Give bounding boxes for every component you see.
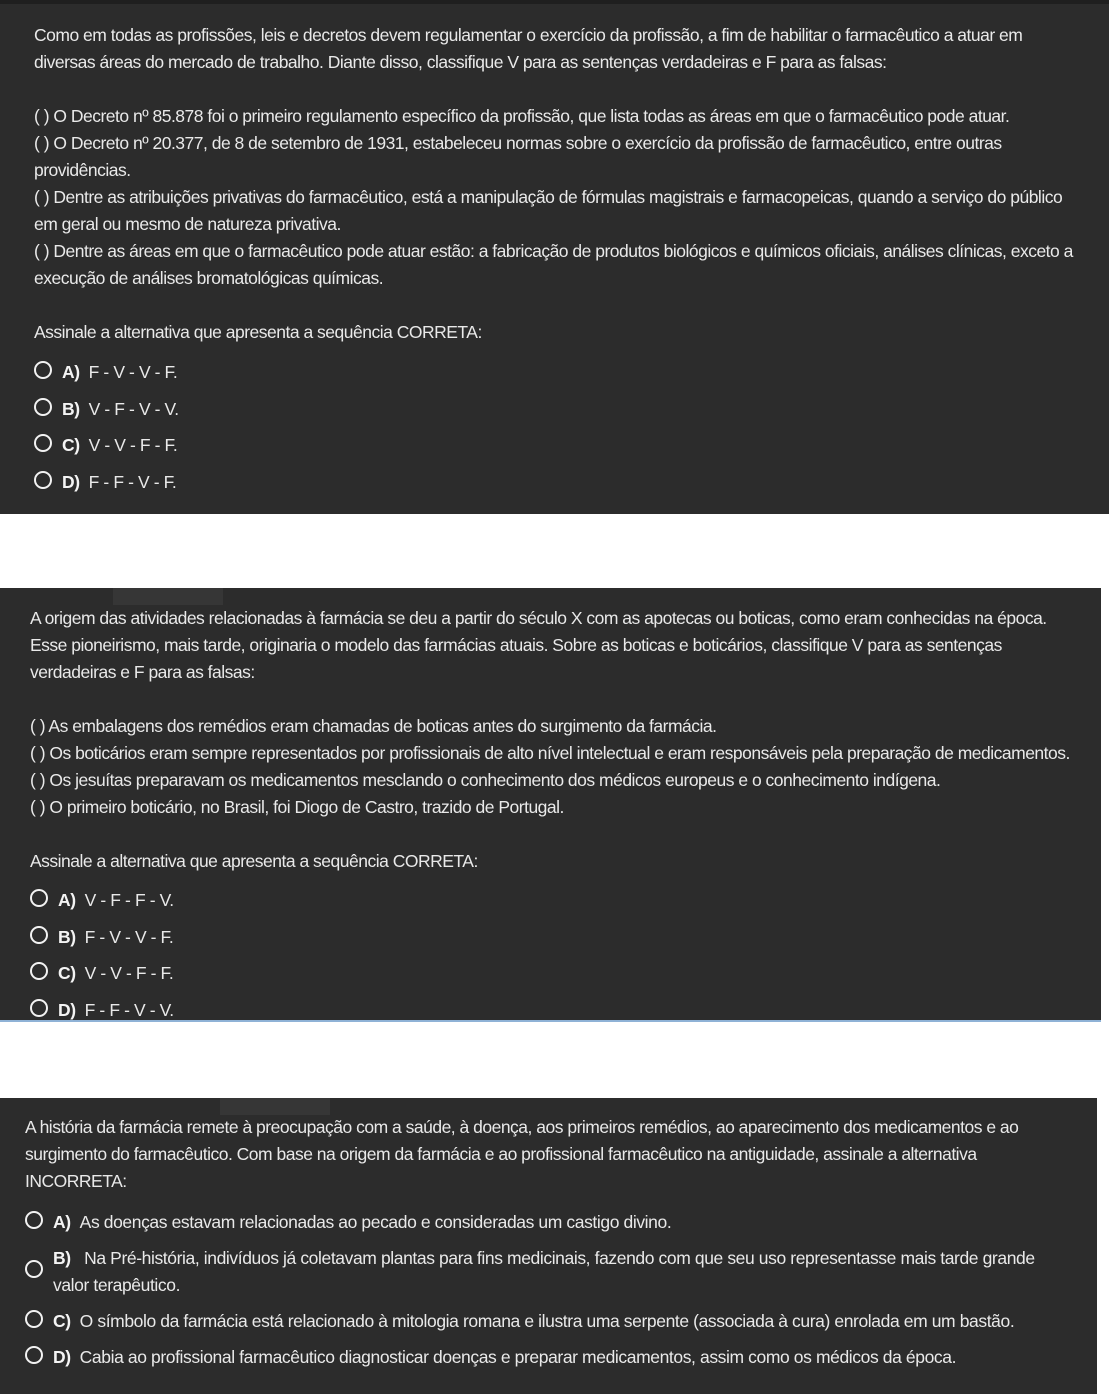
radio-button[interactable] xyxy=(34,361,52,379)
statement-list xyxy=(30,713,1077,821)
option-letter: C) xyxy=(58,963,76,983)
option-b[interactable] xyxy=(34,396,1085,423)
option-c[interactable] xyxy=(30,960,1077,987)
option-a[interactable] xyxy=(30,887,1077,914)
question-panel-3 xyxy=(0,1098,1097,1394)
statement: ( ) Dentre as áreas em que o farmacêutico pode atuar estão: a fabricação de produtos biológicos e químicos oficiais, análises clínicas, exceto a execução de análises bromatológicas químicas. xyxy=(34,241,1073,288)
radio-button[interactable] xyxy=(34,398,52,416)
question-stem: A origem das atividades relacionadas à farmácia se deu a partir do século X com as apotecas ou boticas, como eram conhecidas na época. Esse pioneirismo, mais tarde, originaria o modelo das farmácias atuais. Sobre as boticas e boticários, classifique V para as sentenças verdadeiras e F para as falsas: xyxy=(30,608,1047,682)
answer-options xyxy=(30,887,1077,1022)
option-d[interactable] xyxy=(25,1344,1073,1371)
option-text: V - F - V - V. xyxy=(88,398,179,419)
option-text: Cabia ao profissional farmacêutico diagnosticar doenças e preparar medicamentos, assim como os médicos da época. xyxy=(79,1347,957,1367)
option-letter: C) xyxy=(53,1311,71,1331)
header-shade xyxy=(220,1098,330,1115)
option-text: V - F - F - V. xyxy=(84,890,174,910)
option-text: As doenças estavam relacionadas ao pecado e consideradas um castigo divino. xyxy=(79,1212,672,1232)
answer-options xyxy=(34,359,1085,496)
option-letter: D) xyxy=(58,999,76,1020)
question-stem: A história da farmácia remete à preocupação com a saúde, à doença, aos primeiros remédios, ao aparecimento dos medicamentos e ao surgimento do farmacêutico. Com base na origem da farmácia e ao profissional farmacêutico na antiguidade, assinale a alternativa INCORRETA: xyxy=(25,1117,1019,1191)
option-text: F - F - V - V. xyxy=(84,999,174,1020)
option-b[interactable] xyxy=(25,1245,1073,1299)
radio-button[interactable] xyxy=(30,999,48,1017)
option-body xyxy=(53,1245,1073,1299)
option-letter: B) xyxy=(58,926,76,947)
option-letter: C) xyxy=(62,435,80,455)
radio-button[interactable] xyxy=(30,962,48,980)
question-panel-2 xyxy=(0,588,1101,1022)
statement: ( ) Os jesuítas preparavam os medicamentos mesclando o conhecimento dos médicos europeus e o conhecimento indígena. xyxy=(30,770,941,790)
option-letter: D) xyxy=(53,1347,71,1367)
radio-button[interactable] xyxy=(30,889,48,907)
option-c[interactable] xyxy=(34,432,1085,459)
statement: ( ) Os boticários eram sempre representados por profissionais de alto nível intelectual e eram responsáveis pela preparação de medicamentos. xyxy=(30,743,1070,763)
option-letter: D) xyxy=(62,471,80,492)
radio-button[interactable] xyxy=(34,471,52,489)
instruction-text: Assinale a alternativa que apresenta a sequência CORRETA: xyxy=(34,322,482,342)
option-b[interactable] xyxy=(30,924,1077,951)
statement: ( ) O primeiro boticário, no Brasil, foi Diogo de Castro, trazido de Portugal. xyxy=(30,797,564,817)
question-panel-1 xyxy=(0,0,1109,514)
option-letter: A) xyxy=(58,890,76,910)
option-text: V - V - F - F. xyxy=(88,435,178,455)
radio-button[interactable] xyxy=(30,926,48,944)
statement: ( ) As embalagens dos remédios eram chamadas de boticas antes do surgimento da farmácia. xyxy=(30,716,717,736)
answer-options xyxy=(25,1209,1073,1371)
statement: ( ) O Decreto nº 85.878 foi o primeiro regulamento específico da profissão, que lista todas as áreas em que o farmacêutico pode atuar. xyxy=(34,106,1010,126)
option-text: F - F - V - F. xyxy=(88,471,177,492)
option-letter: B) xyxy=(62,398,80,419)
statement-list xyxy=(34,103,1085,292)
radio-button[interactable] xyxy=(25,1310,43,1328)
option-text: O símbolo da farmácia está relacionado à mitologia romana e ilustra uma serpente (associada à cura) enrolada em um bastão. xyxy=(79,1311,1015,1331)
radio-button[interactable] xyxy=(25,1260,43,1278)
option-d[interactable] xyxy=(34,469,1085,496)
option-a[interactable] xyxy=(25,1209,1073,1236)
option-letter: A) xyxy=(53,1212,71,1232)
statement: ( ) O Decreto nº 20.377, de 8 de setembro de 1931, estabeleceu normas sobre o exercício da profissão de farmacêutico, entre outras providências. xyxy=(34,133,1002,180)
question-stem: Como em todas as profissões, leis e decretos devem regulamentar o exercício da profissão, a fim de habilitar o farmacêutico a atuar em diversas áreas do mercado de trabalho. Diante disso, classifique V para as sentenças verdadeiras e F para as falsas: xyxy=(34,25,1023,72)
option-d[interactable] xyxy=(30,997,1077,1023)
option-text: V - V - F - F. xyxy=(84,963,174,983)
option-c[interactable] xyxy=(25,1308,1073,1335)
option-text: F - V - V - F. xyxy=(84,926,174,947)
option-text: F - V - V - F. xyxy=(88,362,178,382)
radio-button[interactable] xyxy=(25,1346,43,1364)
statement: ( ) Dentre as atribuições privativas do farmacêutico, está a manipulação de fórmulas magistrais e farmacopeicas, quando a serviço do público em geral ou mesmo de natureza privativa. xyxy=(34,187,1063,234)
header-shade xyxy=(113,588,223,605)
option-a[interactable] xyxy=(34,359,1085,386)
option-text: Na Pré-história, indivíduos já coletavam plantas para fins medicinais, fazendo com que seu uso representasse mais tarde grande valor terapêutico. xyxy=(53,1248,1035,1295)
option-letter: B) xyxy=(53,1248,71,1268)
radio-button[interactable] xyxy=(25,1211,43,1229)
instruction-text: Assinale a alternativa que apresenta a sequência CORRETA: xyxy=(30,851,478,871)
radio-button[interactable] xyxy=(34,434,52,452)
option-letter: A) xyxy=(62,362,80,382)
